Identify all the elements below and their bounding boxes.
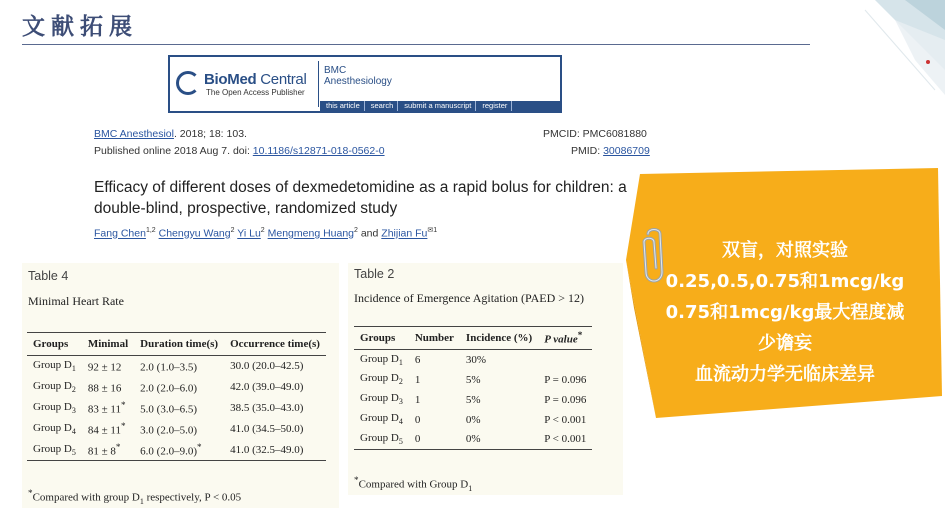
table-row: Group $D_4$ 0 0% P < 0.001: [360, 412, 587, 427]
banner-nav: [320, 101, 560, 111]
page-title: 文献拓展: [22, 14, 138, 40]
table2-caption: Incidence of Emergence Agitation (PAED > 12): [354, 291, 585, 305]
doi-link[interactable]: 10.1186/s12871-018-0562-0: [252, 145, 385, 157]
table-row: Group $D_3$ 83 ± 11* 5.0 (3.0–6.5) 38.5 (35.0–43.0): [33, 400, 304, 416]
nav-register[interactable]: register: [478, 101, 512, 111]
publisher-wordmark: BioMed Central: [204, 71, 307, 88]
note-line: 血流动力学无临床差异: [695, 364, 875, 385]
note-line: 少谵妄: [758, 333, 812, 354]
author-link[interactable]: Mengmeng Huang: [267, 227, 355, 240]
email-icon[interactable]: ✉: [427, 227, 434, 234]
column-header: Minimal: [82, 333, 134, 356]
pmid: PMID: 30086709: [571, 145, 650, 157]
table-row: Group $D_5$ 0 0% P < 0.001: [354, 430, 592, 450]
sticky-note: [626, 168, 944, 418]
table-row: Group $D_1$ 92 ± 12 2.0 (1.0–3.5) 30.0 (20.0–42.5): [33, 359, 304, 375]
table4: [27, 332, 326, 461]
journal-banner[interactable]: [168, 55, 562, 113]
journal-link[interactable]: BMC Anesthesiol: [94, 128, 174, 140]
nav-this-article[interactable]: this article: [322, 101, 365, 111]
table4-footnote: *Compared with group $D_1$ respectively, P < 0.05: [28, 488, 242, 506]
pmcid: PMCID: PMC6081880: [543, 128, 647, 140]
journal-name: BMC Anesthesiology: [324, 65, 392, 87]
table-row: Group $D_2$ 1 5% P = 0.096: [360, 372, 587, 387]
column-header: Duration time(s): [134, 333, 224, 356]
table-row: Group $D_1$ 6 30%: [360, 352, 487, 367]
sticky-note-text: [626, 235, 944, 390]
nav-search[interactable]: search: [367, 101, 399, 111]
article-title: Efficacy of different doses of dexmedetomidine as a rapid bolus for children: a double-blind, prospective, randomized study: [94, 179, 627, 217]
author-link[interactable]: Yi Lu: [237, 227, 261, 240]
table2-footnote: *Compared with Group $D_1$: [354, 475, 473, 493]
column-header: Occurrence time(s): [224, 333, 326, 356]
column-header: Incidence (%): [460, 327, 538, 350]
table2-label: Table 2: [354, 267, 395, 281]
table-row: Group $D_3$ 1 5% P = 0.096: [360, 392, 587, 407]
note-line: 0.25,0.5,0.75和1mcg/kg: [665, 271, 905, 292]
column-header: Groups: [27, 333, 82, 356]
publisher-tagline: The Open Access Publisher: [206, 88, 305, 97]
author-list: Fang Chen$^{1,2}$ Chengyu Wang$^2$ Yi Lu$^2$ Mengmeng Huang$^2$ and Zhijian $Fu^{✉1}$: [94, 227, 438, 240]
nav-submit-manuscript[interactable]: submit a manuscript: [400, 101, 476, 111]
author-link[interactable]: Zhijian Fu: [381, 227, 428, 240]
author-link[interactable]: Chengyu Wang: [158, 227, 231, 240]
table2: [354, 326, 592, 450]
corner-decoration: [835, 0, 945, 110]
column-header: P value*: [538, 327, 592, 350]
table2-panel: [348, 263, 623, 495]
table-row: Group $D_2$ 88 ± 16 2.0 (2.0–6.0) 42.0 (39.0–49.0): [33, 379, 304, 395]
table-row: Group $D_4$ 84 ± 11* 3.0 (2.0–5.0) 41.0 (34.5–50.0): [33, 421, 304, 437]
author-link[interactable]: Fang Chen: [94, 227, 146, 240]
paperclip-icon: [638, 226, 672, 292]
citation-line: BMC Anesthesiol. 2018; 18: 103.: [94, 128, 247, 140]
table4-panel: [22, 263, 339, 508]
biomed-logo-icon: [176, 71, 200, 95]
published-line: Published online 2018 Aug 7. doi: 10.1186/s12871-018-0562-0: [94, 145, 385, 157]
note-line: 双盲，对照实验: [722, 240, 848, 261]
note-line: 0.75和1mcg/kg最大程度减: [665, 302, 905, 323]
pmid-link[interactable]: 30086709: [603, 145, 650, 157]
table4-caption: Minimal Heart Rate: [28, 294, 124, 308]
table4-label: Table 4: [28, 269, 69, 283]
table-row: Group $D_5$ 81 ± 8* 6.0 (2.0–9.0)* 41.0 (32.5–49.0): [27, 440, 326, 461]
banner-divider: [318, 61, 319, 107]
title-divider: [22, 44, 810, 45]
column-header: Number: [409, 327, 460, 350]
column-header: Groups: [354, 327, 409, 350]
